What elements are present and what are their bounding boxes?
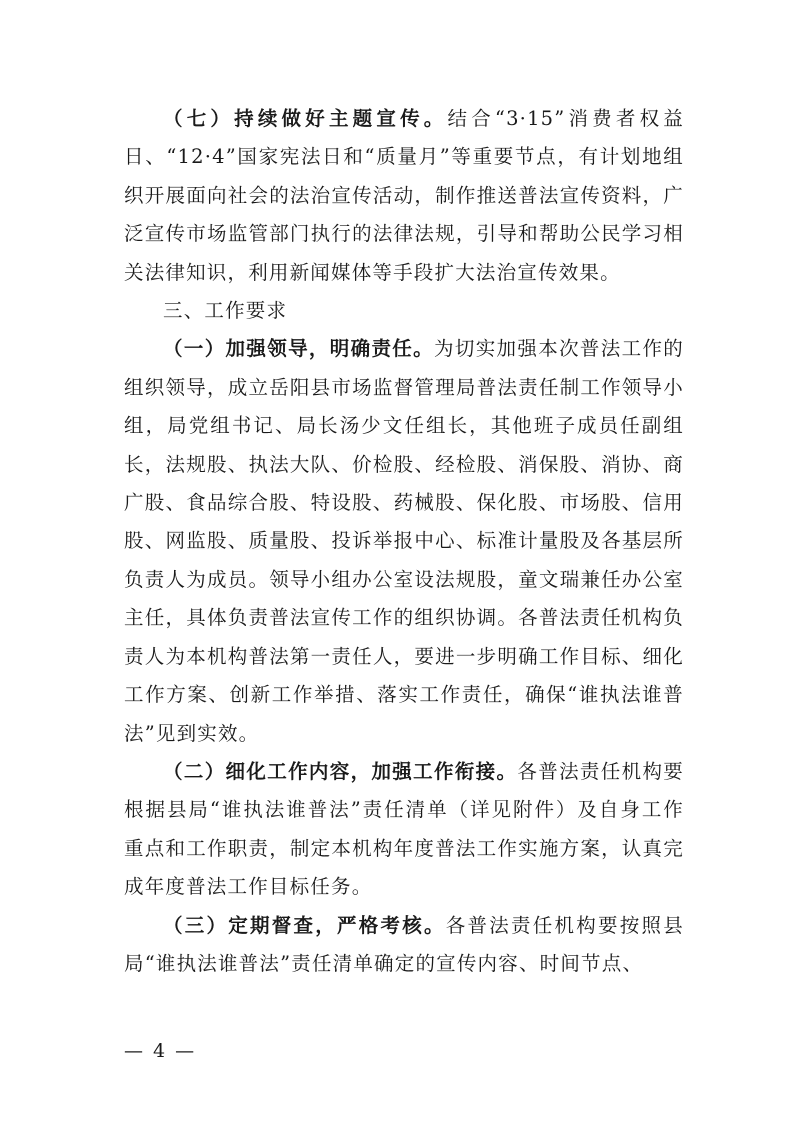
paragraph-body: 为切实加强本次普法工作的组织领导，成立岳阳县市场监督管理局普法责任制工作领导小组，局党组书记、局长汤少文任组长，其他班子成员任副组长，法规股、执法大队、价检股、经检股、消保股、消协、商广股、食品综合股、特设股、药械股、保化股、市场股、信用股、网监股、质量股、投诉举报中心、标准计量股及各基层所负责人为成员。领导小组办公室设法规股，童文瑞兼任办公室主任，具体负责普法宣传工作的组织协调。各普法责任机构负责人为本机构普法第一责任人，要进一步明确工作目标、细化工作方案、创新工作举措、落实工作责任，确保“谁执法谁普法”见到实效。 bbox=[124, 337, 684, 745]
paragraph-lead: （三）定期督查，严格考核。 bbox=[163, 913, 446, 937]
paragraph-body: 各普法责任机构要根据县局“谁执法谁普法”责任清单（详见附件）及自身工作重点和工作职责，制定本机构年度普法工作实施方案，认真完成年度普法工作目标任务。 bbox=[124, 759, 684, 899]
paragraph-lead: （二）细化工作内容，加强工作衔接。 bbox=[163, 759, 518, 783]
paragraph-theme-publicity bbox=[124, 100, 684, 292]
paragraph-requirement-2 bbox=[124, 753, 684, 907]
page-number: — 4 — bbox=[124, 1040, 197, 1062]
paragraph-lead: （一）加强领导，明确责任。 bbox=[163, 337, 434, 361]
paragraph-body: 各普法责任机构要按照县局“谁执法谁普法”责任清单确定的宣传内容、时间节点、 bbox=[124, 913, 684, 975]
paragraph-requirement-1 bbox=[124, 330, 684, 752]
section-heading: 三、工作要求 bbox=[163, 299, 288, 323]
document-body bbox=[124, 100, 684, 983]
paragraph-body: 结合“3·15”消费者权益日、“12·4”国家宪法日和“质量月”等重要节点，有计划地组织开展面向社会的法治宣传活动，制作推送普法宣传资料，广泛宣传市场监管部门执行的法律法规，引导和帮助公民学习相关法律知识，利用新闻媒体等手段扩大法治宣传效果。 bbox=[124, 107, 684, 284]
paragraph-lead: （七）持续做好主题宣传。 bbox=[163, 107, 448, 130]
paragraph-requirement-3 bbox=[124, 907, 684, 984]
